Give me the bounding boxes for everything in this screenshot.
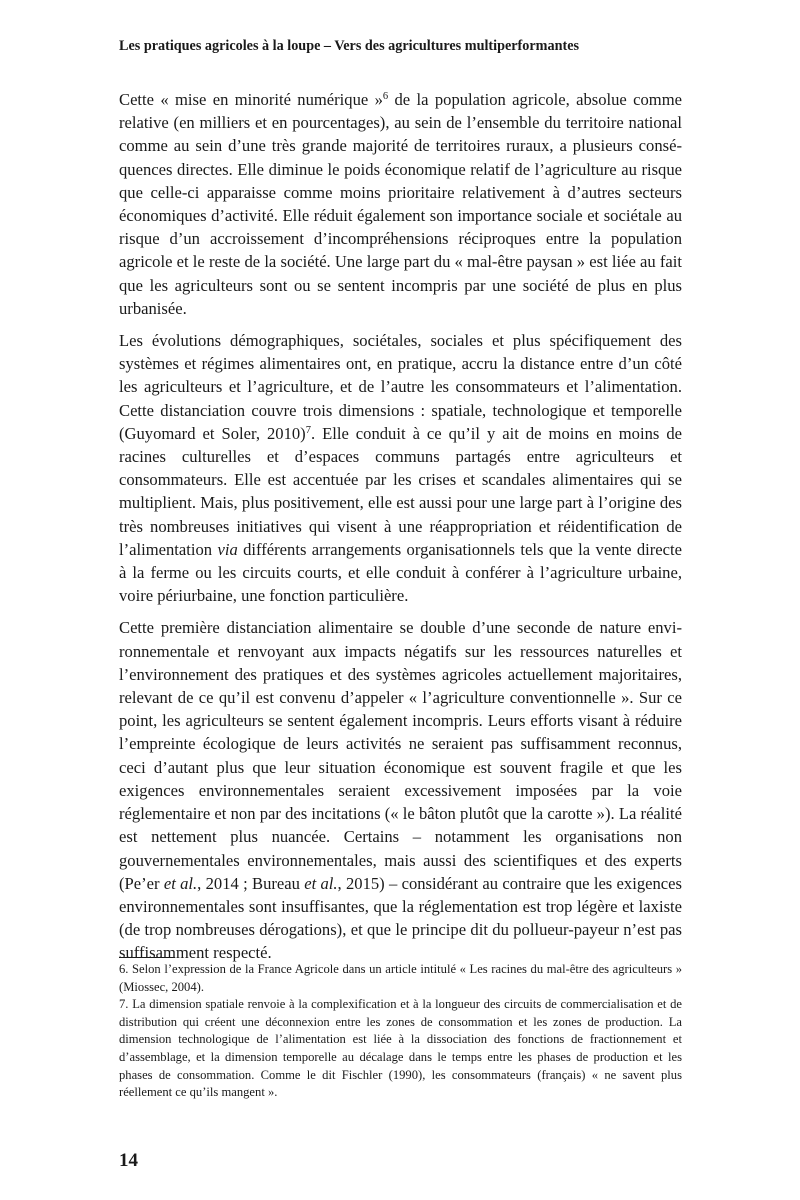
text-run: , 2015) – considérant au contraire que les exigences environnementales sont insuffisantes, que la réglementation est trop légère et laxiste (de trop nombreuses dérogations), et que le principe dit du pollueur-payeur n’est pas suffisamment respecté. — [119, 873, 682, 963]
footnote-number: 7. — [119, 997, 129, 1012]
footnote-number: 6. — [119, 962, 129, 976]
text-run: , 2014 ; Bureau — [197, 873, 305, 893]
footnote-6 — [119, 961, 682, 996]
body-text — [119, 88, 682, 974]
page-number: 14 — [119, 1150, 138, 1171]
footnote-reference: 6 — [382, 91, 389, 102]
footnote-text: La dimension spatiale renvoie à la complexification et à la longueur des circuits de commercialisation et de distribution qui créent une déconnexion entre les zones de consommation et les zones de production. La dimension technologique de l’alimentation est liée à la dissociation des fonctions de fractionnement et d’assemblage, et la dimension temporelle au décalage dans le temps entre les phases de production et les phases de consommation. Comme le dit Fischler (1990), les consommateurs (français) « ne savent plus réellement ce qu’ils mangent ». — [119, 997, 682, 1100]
italic-text: via — [217, 539, 238, 559]
text-run: Cette première distanciation alimentaire se double d’une seconde de nature environnementale et renvoyant aux impacts négatifs sur les ressources naturelles et l’environnement des pratiques et des systèmes agricoles actuellement majoritaires, relevant de ce qu’il est convenu d’appeler « l’agriculture conventionnelle ». Sur ce point, les agriculteurs se sentent également incompris. Leurs efforts visant à réduire l’empreinte écologique de leurs activités ne seraient pas suffisamment reconnus, ceci d’autant plus que leur situation économique est souvent fragile et que les exigences environnementales seraient excessivement imposées par la voie réglementaire et non par des incitations (« le bâton plutôt que la carotte »). La réalité est nettement plus nuancée. Certains – notamment les organisations non gouvernementales environnementales, mais aussi des scientifiques et des experts (Pe’er — [119, 618, 682, 893]
paragraph — [119, 616, 682, 964]
running-header: Les pratiques agricoles à la loupe – Vers des agricultures multiperformantes — [119, 38, 580, 54]
italic-text: et al. — [304, 873, 338, 893]
text-run: . Elle conduit à ce qu’il y ait de moins en moins de racines culturelles et d’espaces communs partagés entre agriculteurs et consommateurs. Elle est accentuée par les crises et scandales alimentaires qui se multiplient. Mais, plus positivement, elle est aussi pour une large part à l’origine des très nombreuses initiatives qui visent à une réappropriation et réidentification de l’alimentation — [119, 423, 682, 559]
text-run: Cette « mise en minorité numérique » — [119, 90, 383, 109]
italic-text: et al. — [163, 873, 198, 893]
footnote-7 — [119, 996, 682, 1102]
paragraph — [119, 329, 682, 607]
text-run: différents arrangements organisationnels tels que la vente directe à la ferme ou les circuits courts, et elle conduit à conférer à l’agriculture urbaine, voire périurbaine, une fonction particulière. — [119, 539, 682, 606]
footnote-reference: 7 — [305, 424, 311, 436]
text-run: Les évolutions démographiques, sociétales, sociales et plus spécifiquement des systèmes et régimes alimentaires ont, en pratique, accru la distance entre d’un côté les agriculteurs et l’agriculture, et de l’autre les consommateurs et l’alimentation. Cette distanciation couvre trois dimensions : spatiale, technologique et temporelle (Guyomard et Soler, 2010) — [119, 331, 682, 443]
paragraph — [119, 88, 682, 320]
text-run: de la population agricole, absolue comme relative (en milliers et en pourcentages), au sein de l’ensemble du territoire national comme au sein d’une très grande majorité de territoires ruraux, a plusieurs conséquences directes. Elle diminue le poids économique relatif de l’agriculture au risque que celle-ci apparaisse comme moins prioritaire relativement à d’autres secteurs économiques d’activité. Elle réduit également son importance sociale et sociétale au risque d’un accroissement d’incompréhensions réciproques entre la population agricole et le reste de la société. Une large part du « mal-être paysan » est liée au fait que les agriculteurs sont ou se sentent incompris par une société de plus en plus urbanisée. — [119, 90, 682, 318]
footnote-separator — [119, 957, 175, 958]
footnotes — [119, 961, 682, 1102]
footnote-text: Selon l’expression de la France Agricole dans un article intitulé « Les racines du mal-être des agriculteurs » (Miossec, 2004). — [119, 962, 682, 994]
